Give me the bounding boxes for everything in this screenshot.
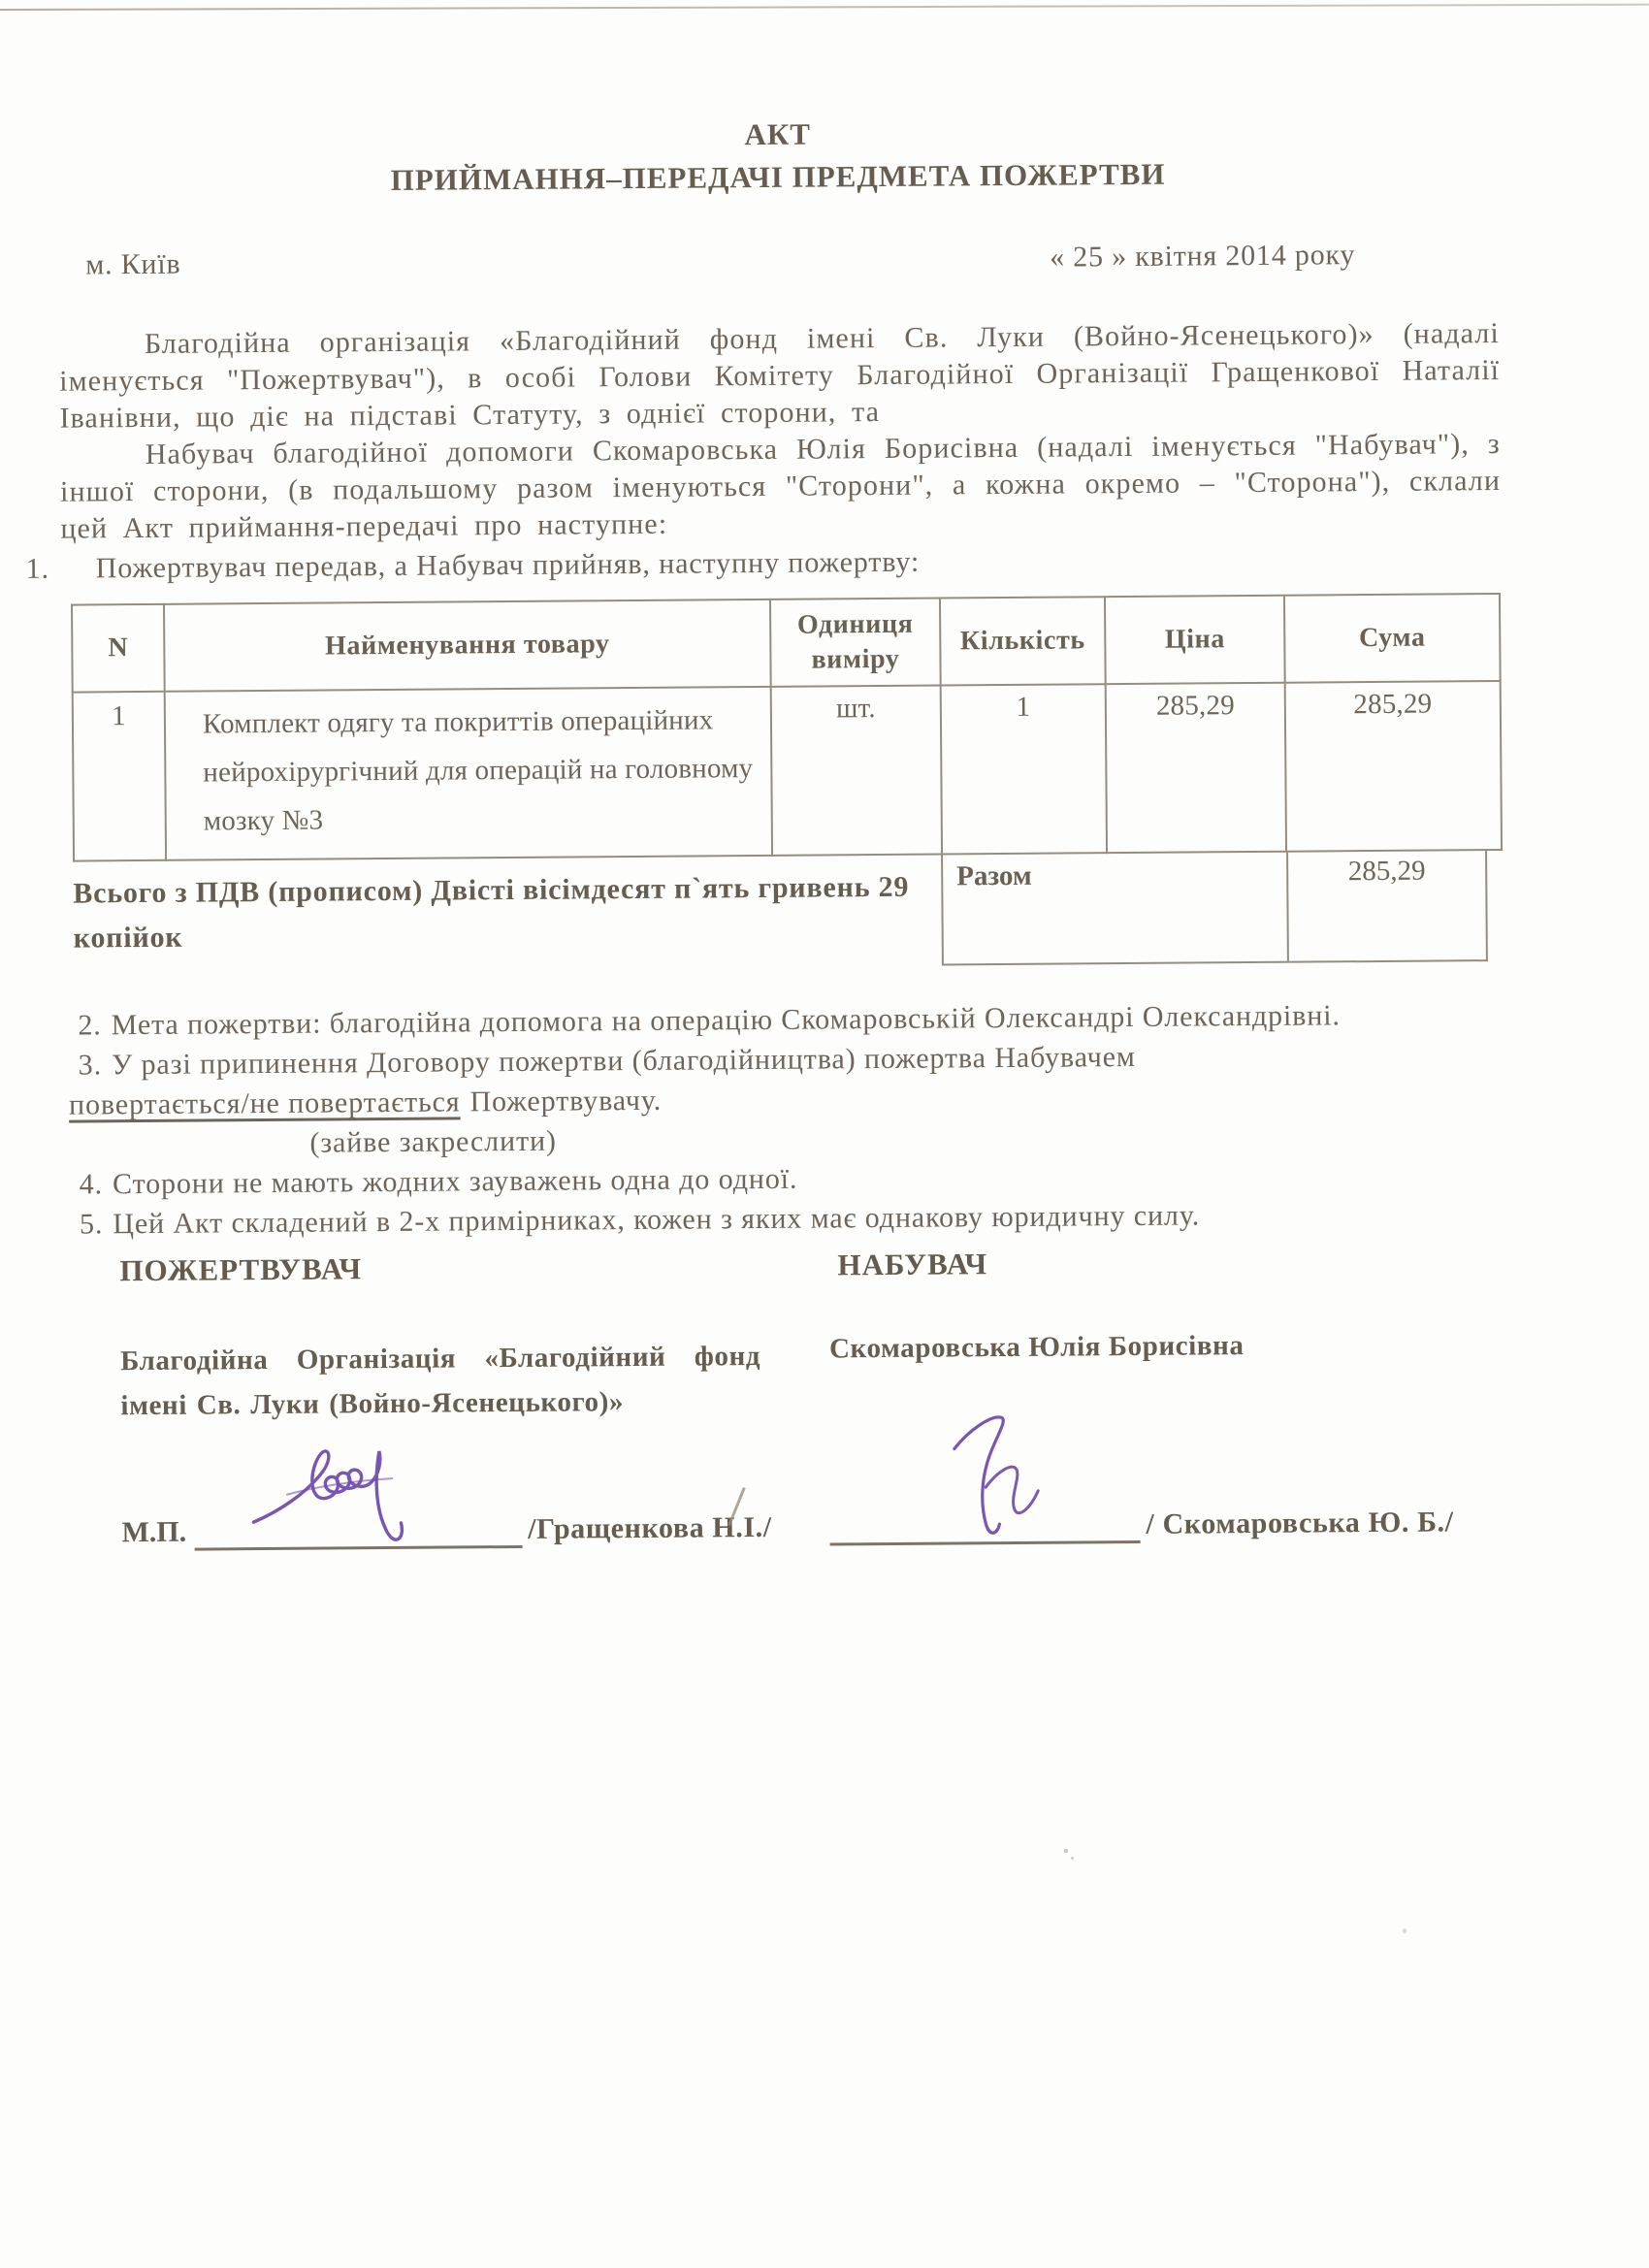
clause-1-number: 1. bbox=[25, 552, 50, 585]
table-row bbox=[73, 681, 1502, 861]
total-row bbox=[73, 851, 1504, 973]
col-header-price: Ціна bbox=[1105, 596, 1285, 684]
stamp-place-label: М.П. bbox=[121, 1515, 187, 1549]
recipient-signature-credit: / Скомаровська Ю. Б./ bbox=[1146, 1506, 1454, 1540]
donor-signature-credit: /Гращенкова Н.І./ bbox=[528, 1510, 772, 1545]
razom-value: 285,29 bbox=[1347, 855, 1426, 888]
table-header-row bbox=[72, 594, 1501, 693]
clause-3-note: (зайве закреслити) bbox=[309, 1124, 558, 1159]
cell-price: 285,29 bbox=[1106, 683, 1286, 853]
recipient-header: НАБУВАЧ bbox=[837, 1247, 988, 1282]
clause-3-underlined-choice: повертається/не повертається bbox=[68, 1085, 461, 1121]
col-header-unit: Одиниця виміру bbox=[770, 599, 941, 687]
donor-organization-name: Благодійна Організація «Благодійний фонд імені Св. Луки (Войно-Ясенецького)» bbox=[119, 1341, 761, 1422]
signature-line-row bbox=[68, 1503, 1508, 1552]
meta-row bbox=[58, 238, 1499, 282]
doc-date: « 25 » квітня 2014 року bbox=[1049, 239, 1356, 274]
clause-3-number: 3. bbox=[78, 1049, 103, 1082]
scan-artifact-dot bbox=[1403, 1928, 1406, 1933]
document-page bbox=[25, 0, 1508, 1552]
doc-city: м. Київ bbox=[85, 247, 181, 281]
donor-signature-block bbox=[121, 1507, 829, 1551]
title-line-2: ПРИЙМАННЯ–ПЕРЕДАЧІ ПРЕДМЕТА ПОЖЕРТВИ bbox=[390, 156, 1166, 197]
cell-unit: шт. bbox=[771, 686, 942, 856]
clause-2-number: 2. bbox=[78, 1009, 102, 1042]
clause-5-text: Цей Акт складений в 2-х примірниках, кожен з яких має однакову юридичну силу. bbox=[113, 1199, 1201, 1241]
cell-item-name: Комплект одягу та покриттів операційних нейрохірургічний для операцій на головному мозку №3 bbox=[165, 687, 772, 860]
recipient-signature-line bbox=[829, 1506, 1140, 1546]
col-header-qty: Кількість bbox=[940, 597, 1106, 685]
clause-4-text: Сторони не мають жодних зауважень одна до одної. bbox=[112, 1162, 798, 1201]
col-header-sum: Сума bbox=[1284, 594, 1501, 683]
clause-2-text: Мета пожертви: благодійна допомога на операцію Скомаровській Олександрі Олександрівні. bbox=[111, 999, 1342, 1042]
cell-n: 1 bbox=[73, 692, 166, 861]
signature-headers bbox=[66, 1243, 1506, 1289]
cell-sum: 285,29 bbox=[1285, 681, 1502, 852]
signature-parties bbox=[67, 1328, 1508, 1429]
page-title bbox=[57, 108, 1499, 205]
scan-artifact-dot bbox=[1064, 1849, 1068, 1853]
clause-list bbox=[68, 994, 1506, 1245]
razom-box bbox=[941, 851, 1488, 965]
recipient-person-name: Скомаровська Юлія Борисівна bbox=[828, 1330, 1245, 1365]
donor-signature-line bbox=[194, 1510, 522, 1551]
col-header-n: N bbox=[72, 604, 165, 693]
clause-4-number: 4. bbox=[79, 1168, 104, 1201]
recipient-signature-block bbox=[829, 1503, 1453, 1545]
razom-label: Разом bbox=[943, 853, 1289, 964]
clause-5-number: 5. bbox=[79, 1208, 104, 1241]
donor-header: ПОЖЕРТВУВАЧ bbox=[119, 1251, 363, 1288]
recipient-signature-ink bbox=[941, 1409, 1078, 1555]
clause-1-text: Пожертвувач передав, а Набувач прийняв, наступну пожертву: bbox=[95, 545, 921, 585]
col-header-name: Найменування товару bbox=[164, 599, 771, 692]
donor-signature-ink bbox=[246, 1425, 490, 1558]
scan-artifact-dot bbox=[1071, 1857, 1074, 1860]
paragraph-donor: Благодійна організація «Благодійний фонд імені Св. Луки (Войно-Ясенецького)» (надалі іменується "Пожертвувач"), в особі Голови Комітету Благодійної Організації Гращенкової Наталії Іванівни, що діє на підставі Статуту, з однієї сторони, та bbox=[59, 316, 1501, 435]
paragraph-recipient: Набувач благодійної допомоги Скомаровська Юлія Борисівна (надалі іменується "Набувач"), з іншої сторони, (в подальшому разом іменуються "Сторони", а кожна окремо – "Сторона"), склали цей Акт приймання-передачі про наступне: bbox=[59, 427, 1502, 545]
clause-3-tail: Пожертвувачу. bbox=[469, 1084, 663, 1118]
clause-3-text: У разі припинення Договору пожертви (благодійництва) пожертва Набувачем bbox=[111, 1040, 1136, 1082]
cell-qty: 1 bbox=[941, 684, 1107, 854]
title-line-1: АКТ bbox=[744, 116, 812, 152]
total-in-words: Всього з ПДВ (прописом) Двісті вісімдесят п`ять гривень 29 копійок bbox=[73, 870, 910, 955]
donation-table bbox=[71, 593, 1503, 862]
